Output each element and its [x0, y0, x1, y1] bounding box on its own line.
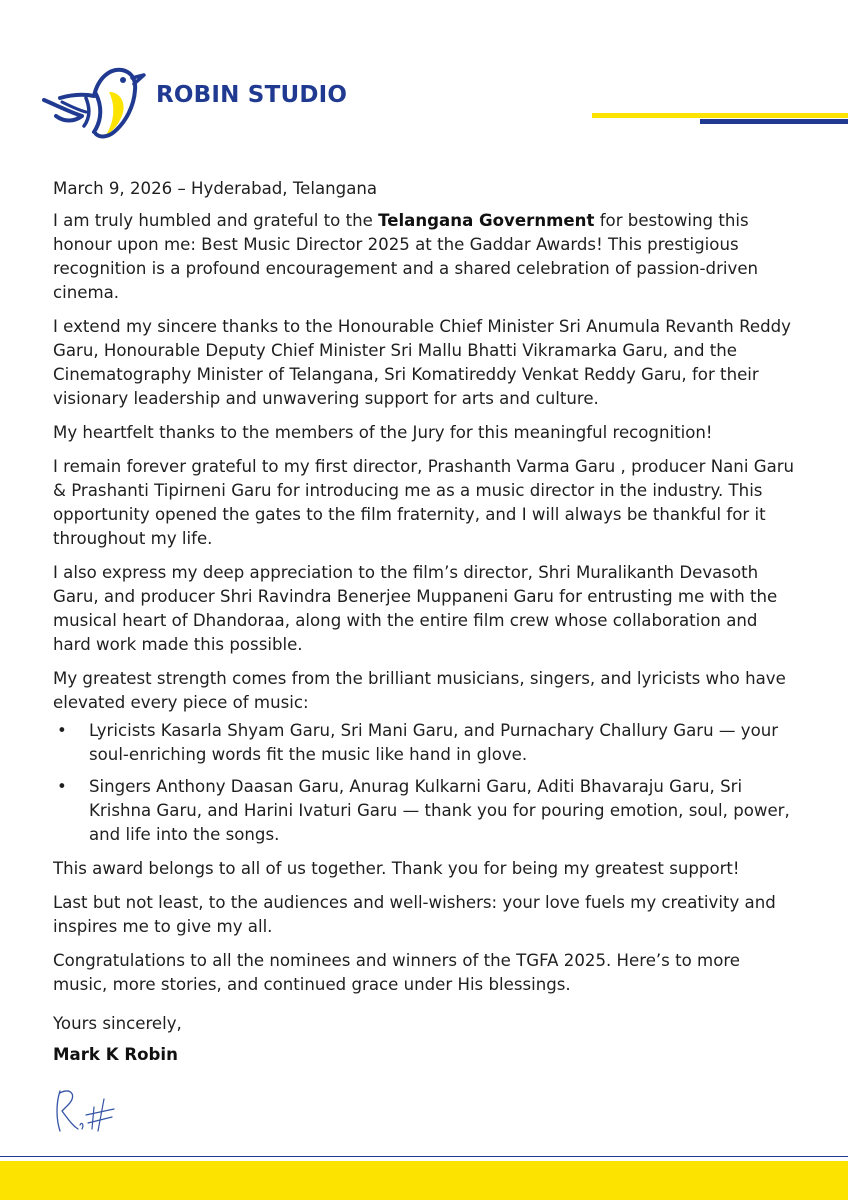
handwritten-signature [52, 1085, 122, 1140]
paragraph-film-director: I also express my deep appreciation to the film’s director, Shri Muralikanth Devasoth Garu, and producer Shri Ravindra Benerjee Muppaneni Garu for entrusting me with the musical heart of Dhandoraa, along with the entire film crew whose collaboration and hard work made this possible. [53, 563, 778, 654]
list-item-text: Singers Anthony Daasan Garu, Anurag Kulkarni Garu, Aditi Bhavaraju Garu, Sri Krishna Garu, and Harini Ivaturi Garu — thank you for pouring emotion, soul, power, and life into the songs. [89, 777, 790, 844]
paragraph-thanks-jury: My heartfelt thanks to the members of the Jury for this meaningful recognition! [53, 423, 713, 442]
paragraph-intro-text-end: for bestowing this honour upon me: Best Music Director 2025 at the Gaddar Awards! This prestigious recognition is a profound encouragement and a shared celebration of passion-driven cinema. [53, 211, 759, 302]
bullet-icon: • [57, 721, 67, 740]
footer-bar [0, 1161, 848, 1200]
paragraph-audiences: Last but not least, to the audiences and well-wishers: your love fuels my creativity and inspires me to give my all. [53, 893, 776, 936]
closing-line: Yours sincerely, [53, 1014, 182, 1033]
bullet-icon: • [57, 777, 67, 796]
letter-body [53, 177, 798, 1007]
paragraph-award-belongs: This award belongs to all of us together. Thank you for being my greatest support! [53, 859, 740, 878]
paragraph-congratulations: Congratulations to all the nominees and winners of the TGFA 2025. Here’s to more music, more stories, and continued grace under His blessings. [53, 951, 741, 994]
date-line: March 9, 2026 – Hyderabad, Telangana [53, 179, 378, 198]
paragraph-musicians: My greatest strength comes from the brilliant musicians, singers, and lyricists who have elevated every piece of music: [53, 669, 786, 712]
credits-list [53, 719, 798, 847]
paragraph-first-director: I remain forever grateful to my first director, Prashanth Varma Garu , producer Nani Garu & Prashanti Tipirneni Garu for introducing me as a music director in the industry. This opportunity opened the gates to the film fraternity, and I will always be thankful for it throughout my life. [53, 457, 795, 548]
brand-name: ROBIN STUDIO [156, 82, 348, 108]
list-item [53, 775, 798, 847]
list-item-text: Lyricists Kasarla Shyam Garu, Sri Mani Garu, and Purnachary Challury Garu — your soul-enriching words fit the music like hand in glove. [89, 721, 779, 764]
brand-logo [40, 50, 347, 140]
paragraph-intro [53, 209, 798, 305]
robin-bird-icon [40, 50, 150, 140]
header-accent-bar-yellow [592, 113, 848, 118]
footer-divider [0, 1156, 848, 1157]
paragraph-thanks-ministers: I extend my sincere thanks to the Honourable Chief Minister Sri Anumula Revanth Reddy Garu, Honourable Deputy Chief Minister Sri Mallu Bhatti Vikramarka Garu, and the Cinematography Minister of Telangana, Sri Komatireddy Venkat Reddy Garu, for their visionary leadership and unwavering support for arts and culture. [53, 317, 791, 408]
list-item [53, 719, 798, 767]
government-name: Telangana Government [378, 211, 595, 230]
header-accent-bar-blue [700, 119, 848, 124]
paragraph-intro-text-start: I am truly humbled and grateful to the [53, 211, 379, 230]
signer-name: Mark K Robin [53, 1045, 178, 1064]
